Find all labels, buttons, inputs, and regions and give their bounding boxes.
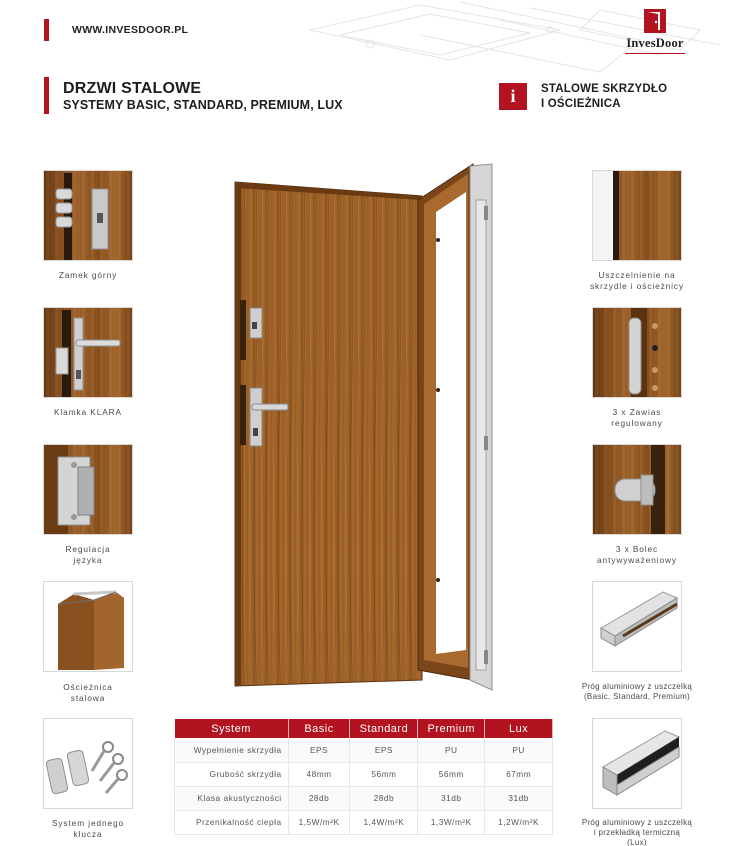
page-title: DRZWI STALOWE: [63, 80, 202, 97]
site-url[interactable]: WWW.INVESDOOR.PL: [72, 24, 189, 36]
threshold-thermal-caption-line1: Próg aluminiowy z uszczelką: [581, 818, 693, 827]
row-label: Klasa akustyczności: [175, 786, 289, 810]
header-basic: Basic: [288, 719, 350, 738]
cell-standard: 56mm: [350, 762, 418, 786]
frame-caption-line1: Ościeżnica: [63, 682, 113, 692]
keys-caption-line2: klucza: [73, 829, 103, 839]
row-label: Wypełnienie skrzydła: [175, 738, 289, 762]
cell-basic: EPS: [288, 738, 350, 762]
gasket-caption: [572, 270, 702, 292]
cell-lux: 1,2W/m²K: [485, 810, 553, 834]
cell-standard: 1,4W/m²K: [350, 810, 418, 834]
header-system: System: [175, 719, 289, 738]
table-header-row: [175, 719, 553, 738]
hinge-icon: [593, 308, 682, 398]
page-subtitle: SYSTEMY BASIC, STANDARD, PREMIUM, LUX: [63, 98, 343, 112]
header-standard: Standard: [350, 719, 418, 738]
info-title-line1: STALOWE SKRZYDŁO: [541, 83, 668, 95]
bolt-caption-line1: 3 x Bolec: [615, 544, 659, 554]
cell-premium: 56mm: [418, 762, 485, 786]
steel-frame-caption: [23, 682, 153, 704]
steel-frame-icon: [44, 582, 133, 672]
door-logo-icon: [642, 8, 668, 34]
upper-lock-icon: [44, 171, 133, 261]
spec-table: [174, 719, 553, 835]
cell-premium: 1,3W/m²K: [418, 810, 485, 834]
steel-frame-thumbnail: [43, 581, 133, 672]
gasket-icon: [593, 171, 682, 261]
header-lux: Lux: [485, 719, 553, 738]
invesdoor-logo[interactable]: [618, 8, 692, 56]
gasket-thumbnail: [592, 170, 682, 261]
cell-premium: PU: [418, 738, 485, 762]
title-accent-bar: [44, 77, 49, 114]
table-row: [175, 786, 553, 810]
threshold-caption-line1: Próg aluminiowy z uszczelką: [581, 682, 693, 691]
threshold-thermal-caption-line3: (Lux): [627, 838, 647, 846]
latch-adjustment-thumbnail: [43, 444, 133, 535]
cell-lux: PU: [485, 738, 553, 762]
header-accent-bar: [44, 19, 49, 41]
threshold-icon: [593, 582, 682, 672]
handle-klara-thumbnail: [43, 307, 133, 398]
latch-caption-line2: języka: [73, 555, 103, 565]
cell-lux: 67mm: [485, 762, 553, 786]
hinges-thumbnail: [592, 307, 682, 398]
info-title: [541, 82, 667, 112]
gasket-caption-line1: Uszczelnienie na: [598, 270, 676, 280]
cell-standard: 28db: [350, 786, 418, 810]
cell-standard: EPS: [350, 738, 418, 762]
keys-caption-line1: System jednego: [51, 818, 125, 828]
hinges-caption-line2: regulowany: [611, 418, 663, 428]
bolt-icon: [593, 445, 682, 535]
cell-basic: 1,5W/m²K: [288, 810, 350, 834]
gasket-caption-line2: skrzydle i ościeżnicy: [589, 281, 685, 291]
keys-icon: [44, 719, 133, 809]
threshold-thermal-caption-line2: i przekładką termiczną: [593, 828, 681, 837]
info-title-line2: I OŚCIEŻNICA: [541, 98, 621, 110]
frame-caption-line2: stalowa: [70, 693, 106, 703]
keys-thumbnail: [43, 718, 133, 809]
hinges-caption: [572, 407, 702, 429]
handle-klara-caption: Klamka KLARA: [54, 407, 122, 417]
threshold-thermal-thumbnail: [592, 718, 682, 809]
handle-icon: [44, 308, 133, 398]
latch-adjustment-caption: [23, 544, 153, 566]
upper-lock-thumbnail: [43, 170, 133, 261]
threshold-thermal-caption: [572, 818, 702, 846]
hinges-caption-line1: 3 x Zawias: [612, 407, 662, 417]
cell-basic: 28db: [288, 786, 350, 810]
table-row: [175, 762, 553, 786]
threshold-thumbnail: [592, 581, 682, 672]
keys-caption: [23, 818, 153, 840]
table-row: [175, 810, 553, 834]
bolt-thumbnail: [592, 444, 682, 535]
info-icon: i: [499, 83, 527, 110]
latch-icon: [44, 445, 133, 535]
row-label: Przenikalność ciepła: [175, 810, 289, 834]
bolt-caption: [572, 544, 702, 566]
steel-door-illustration: [230, 160, 500, 700]
header-premium: Premium: [418, 719, 485, 738]
threshold-caption-line2: (Basic, Standard, Premium): [583, 692, 691, 701]
logo-underline: [625, 53, 685, 54]
cell-lux: 31db: [485, 786, 553, 810]
logo-text: InvesDoor: [626, 36, 684, 50]
latch-caption-line1: Regulacja: [65, 544, 111, 554]
cell-premium: 31db: [418, 786, 485, 810]
threshold-thermal-icon: [593, 719, 682, 809]
table-row: [175, 738, 553, 762]
row-label: Grubość skrzydła: [175, 762, 289, 786]
bolt-caption-line2: antywyważeniowy: [597, 555, 677, 565]
upper-lock-caption: Zamek górny: [58, 270, 118, 280]
threshold-caption: [572, 682, 702, 702]
cell-basic: 48mm: [288, 762, 350, 786]
